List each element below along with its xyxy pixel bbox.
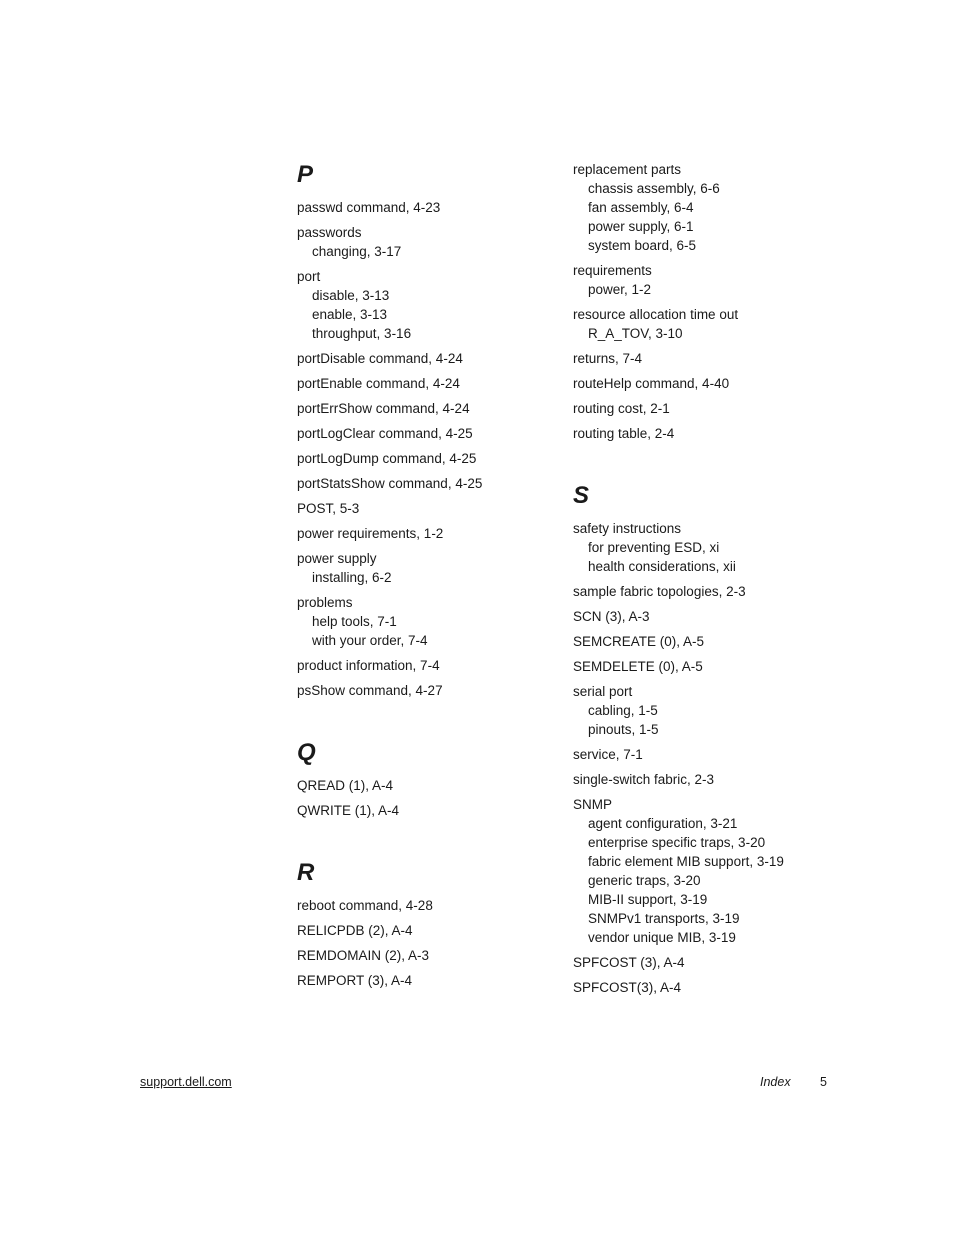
index-term: REMPORT (3), A-4: [297, 973, 413, 988]
index-letter-heading: R: [297, 859, 315, 886]
index-term: replacement parts: [573, 162, 682, 177]
index-entry: [297, 593, 547, 650]
index-entry: [297, 424, 547, 443]
index-letter-heading: P: [297, 161, 314, 188]
index-term: routing table, 2-4: [573, 426, 675, 441]
index-column-right: [573, 160, 823, 1035]
index-entry: [297, 374, 547, 393]
index-entry: [297, 474, 547, 493]
index-term: portDisable command, 4-24: [297, 351, 463, 366]
index-entry: [297, 681, 547, 700]
index-subterm: health considerations, xii: [588, 559, 736, 574]
index-term: portStatsShow command, 4-25: [297, 476, 483, 491]
index-subterm: installing, 6-2: [312, 570, 392, 585]
index-term: resource allocation time out: [573, 307, 739, 322]
index-entry: [297, 349, 547, 368]
index-letter-heading: Q: [297, 739, 316, 766]
index-entry: [573, 632, 823, 651]
index-entry: [573, 607, 823, 626]
footer-section-label: Index: [760, 1075, 791, 1089]
index-term: SCN (3), A-3: [573, 609, 650, 624]
index-entry: [297, 971, 547, 990]
index-section: [573, 160, 823, 443]
index-term: service, 7-1: [573, 747, 643, 762]
index-entry: [297, 524, 547, 543]
index-subterm: agent configuration, 3-21: [588, 816, 738, 831]
index-term: port: [297, 269, 321, 284]
index-subterm: power, 1-2: [588, 282, 652, 297]
index-term: returns, 7-4: [573, 351, 643, 366]
index-term: problems: [297, 595, 353, 610]
index-entry: [573, 349, 823, 368]
index-entry: [297, 449, 547, 468]
index-entry: [297, 776, 547, 795]
index-column-left: [297, 160, 547, 1028]
index-subterm: enterprise specific traps, 3-20: [588, 835, 766, 850]
index-term: safety instructions: [573, 521, 682, 536]
index-term: reboot command, 4-28: [297, 898, 433, 913]
index-subterm: power supply, 6-1: [588, 219, 694, 234]
index-entry: [297, 656, 547, 675]
page-number: 5: [820, 1075, 827, 1089]
index-subterm: fan assembly, 6-4: [588, 200, 694, 215]
index-entry: [573, 424, 823, 443]
index-term: SNMP: [573, 797, 613, 812]
index-entry: [297, 267, 547, 343]
index-entry: [573, 374, 823, 393]
index-entry: [297, 549, 547, 587]
index-section: [297, 858, 547, 990]
index-term: SPFCOST (3), A-4: [573, 955, 685, 970]
index-subterm: R_A_TOV, 3-10: [588, 326, 683, 341]
index-entry: [573, 261, 823, 299]
index-subterm: changing, 3-17: [312, 244, 402, 259]
index-entry: [573, 795, 823, 947]
index-term: RELICPDB (2), A-4: [297, 923, 413, 938]
index-subterm: enable, 3-13: [312, 307, 388, 322]
index-section: [297, 160, 547, 700]
index-subterm: pinouts, 1-5: [588, 722, 659, 737]
index-term: routing cost, 2-1: [573, 401, 670, 416]
index-term: portLogClear command, 4-25: [297, 426, 473, 441]
index-entry: [297, 946, 547, 965]
index-subterm: fabric element MIB support, 3-19: [588, 854, 784, 869]
index-subterm: for preventing ESD, xi: [588, 540, 720, 555]
index-entry: [297, 223, 547, 261]
index-subterm: MIB-II support, 3-19: [588, 892, 708, 907]
index-term: REMDOMAIN (2), A-3: [297, 948, 430, 963]
index-term: product information, 7-4: [297, 658, 440, 673]
index-entry: [573, 657, 823, 676]
index-term: passwd command, 4-23: [297, 200, 441, 215]
index-term: QWRITE (1), A-4: [297, 803, 400, 818]
index-subterm: SNMPv1 transports, 3-19: [588, 911, 740, 926]
index-subterm: vendor unique MIB, 3-19: [588, 930, 736, 945]
index-term: SEMCREATE (0), A-5: [573, 634, 705, 649]
index-subterm: with your order, 7-4: [312, 633, 428, 648]
index-term: power requirements, 1-2: [297, 526, 444, 541]
index-subterm: throughput, 3-16: [312, 326, 412, 341]
index-entry: [573, 682, 823, 739]
index-subterm: disable, 3-13: [312, 288, 390, 303]
index-entry: [297, 921, 547, 940]
index-term: portLogDump command, 4-25: [297, 451, 477, 466]
index-entry: [297, 896, 547, 915]
index-subterm: chassis assembly, 6-6: [588, 181, 720, 196]
index-section: [297, 738, 547, 820]
index-term: SEMDELETE (0), A-5: [573, 659, 703, 674]
index-term: portEnable command, 4-24: [297, 376, 460, 391]
index-term: requirements: [573, 263, 652, 278]
index-entry: [573, 160, 823, 255]
footer-support-link[interactable]: support.dell.com: [140, 1075, 232, 1089]
index-entry: [573, 770, 823, 789]
index-subterm: generic traps, 3-20: [588, 873, 701, 888]
index-entry: [297, 399, 547, 418]
index-entry: [573, 582, 823, 601]
index-subterm: cabling, 1-5: [588, 703, 658, 718]
index-term: passwords: [297, 225, 362, 240]
index-term: QREAD (1), A-4: [297, 778, 394, 793]
index-term: routeHelp command, 4-40: [573, 376, 730, 391]
index-term: power supply: [297, 551, 377, 566]
index-term: portErrShow command, 4-24: [297, 401, 470, 416]
index-term: serial port: [573, 684, 633, 699]
index-entry: [573, 399, 823, 418]
index-term: SPFCOST(3), A-4: [573, 980, 682, 995]
index-entry: [573, 745, 823, 764]
index-term: POST, 5-3: [297, 501, 360, 516]
index-subterm: system board, 6-5: [588, 238, 697, 253]
index-entry: [573, 978, 823, 997]
index-subterm: help tools, 7-1: [312, 614, 397, 629]
index-entry: [297, 198, 547, 217]
index-entry: [573, 953, 823, 972]
index-entry: [573, 305, 823, 343]
index-term: psShow command, 4-27: [297, 683, 443, 698]
index-entry: [573, 519, 823, 576]
index-term: sample fabric topologies, 2-3: [573, 584, 746, 599]
index-letter-heading: S: [573, 482, 590, 509]
index-entry: [297, 801, 547, 820]
index-term: single-switch fabric, 2-3: [573, 772, 715, 787]
index-section: [573, 481, 823, 997]
index-entry: [297, 499, 547, 518]
